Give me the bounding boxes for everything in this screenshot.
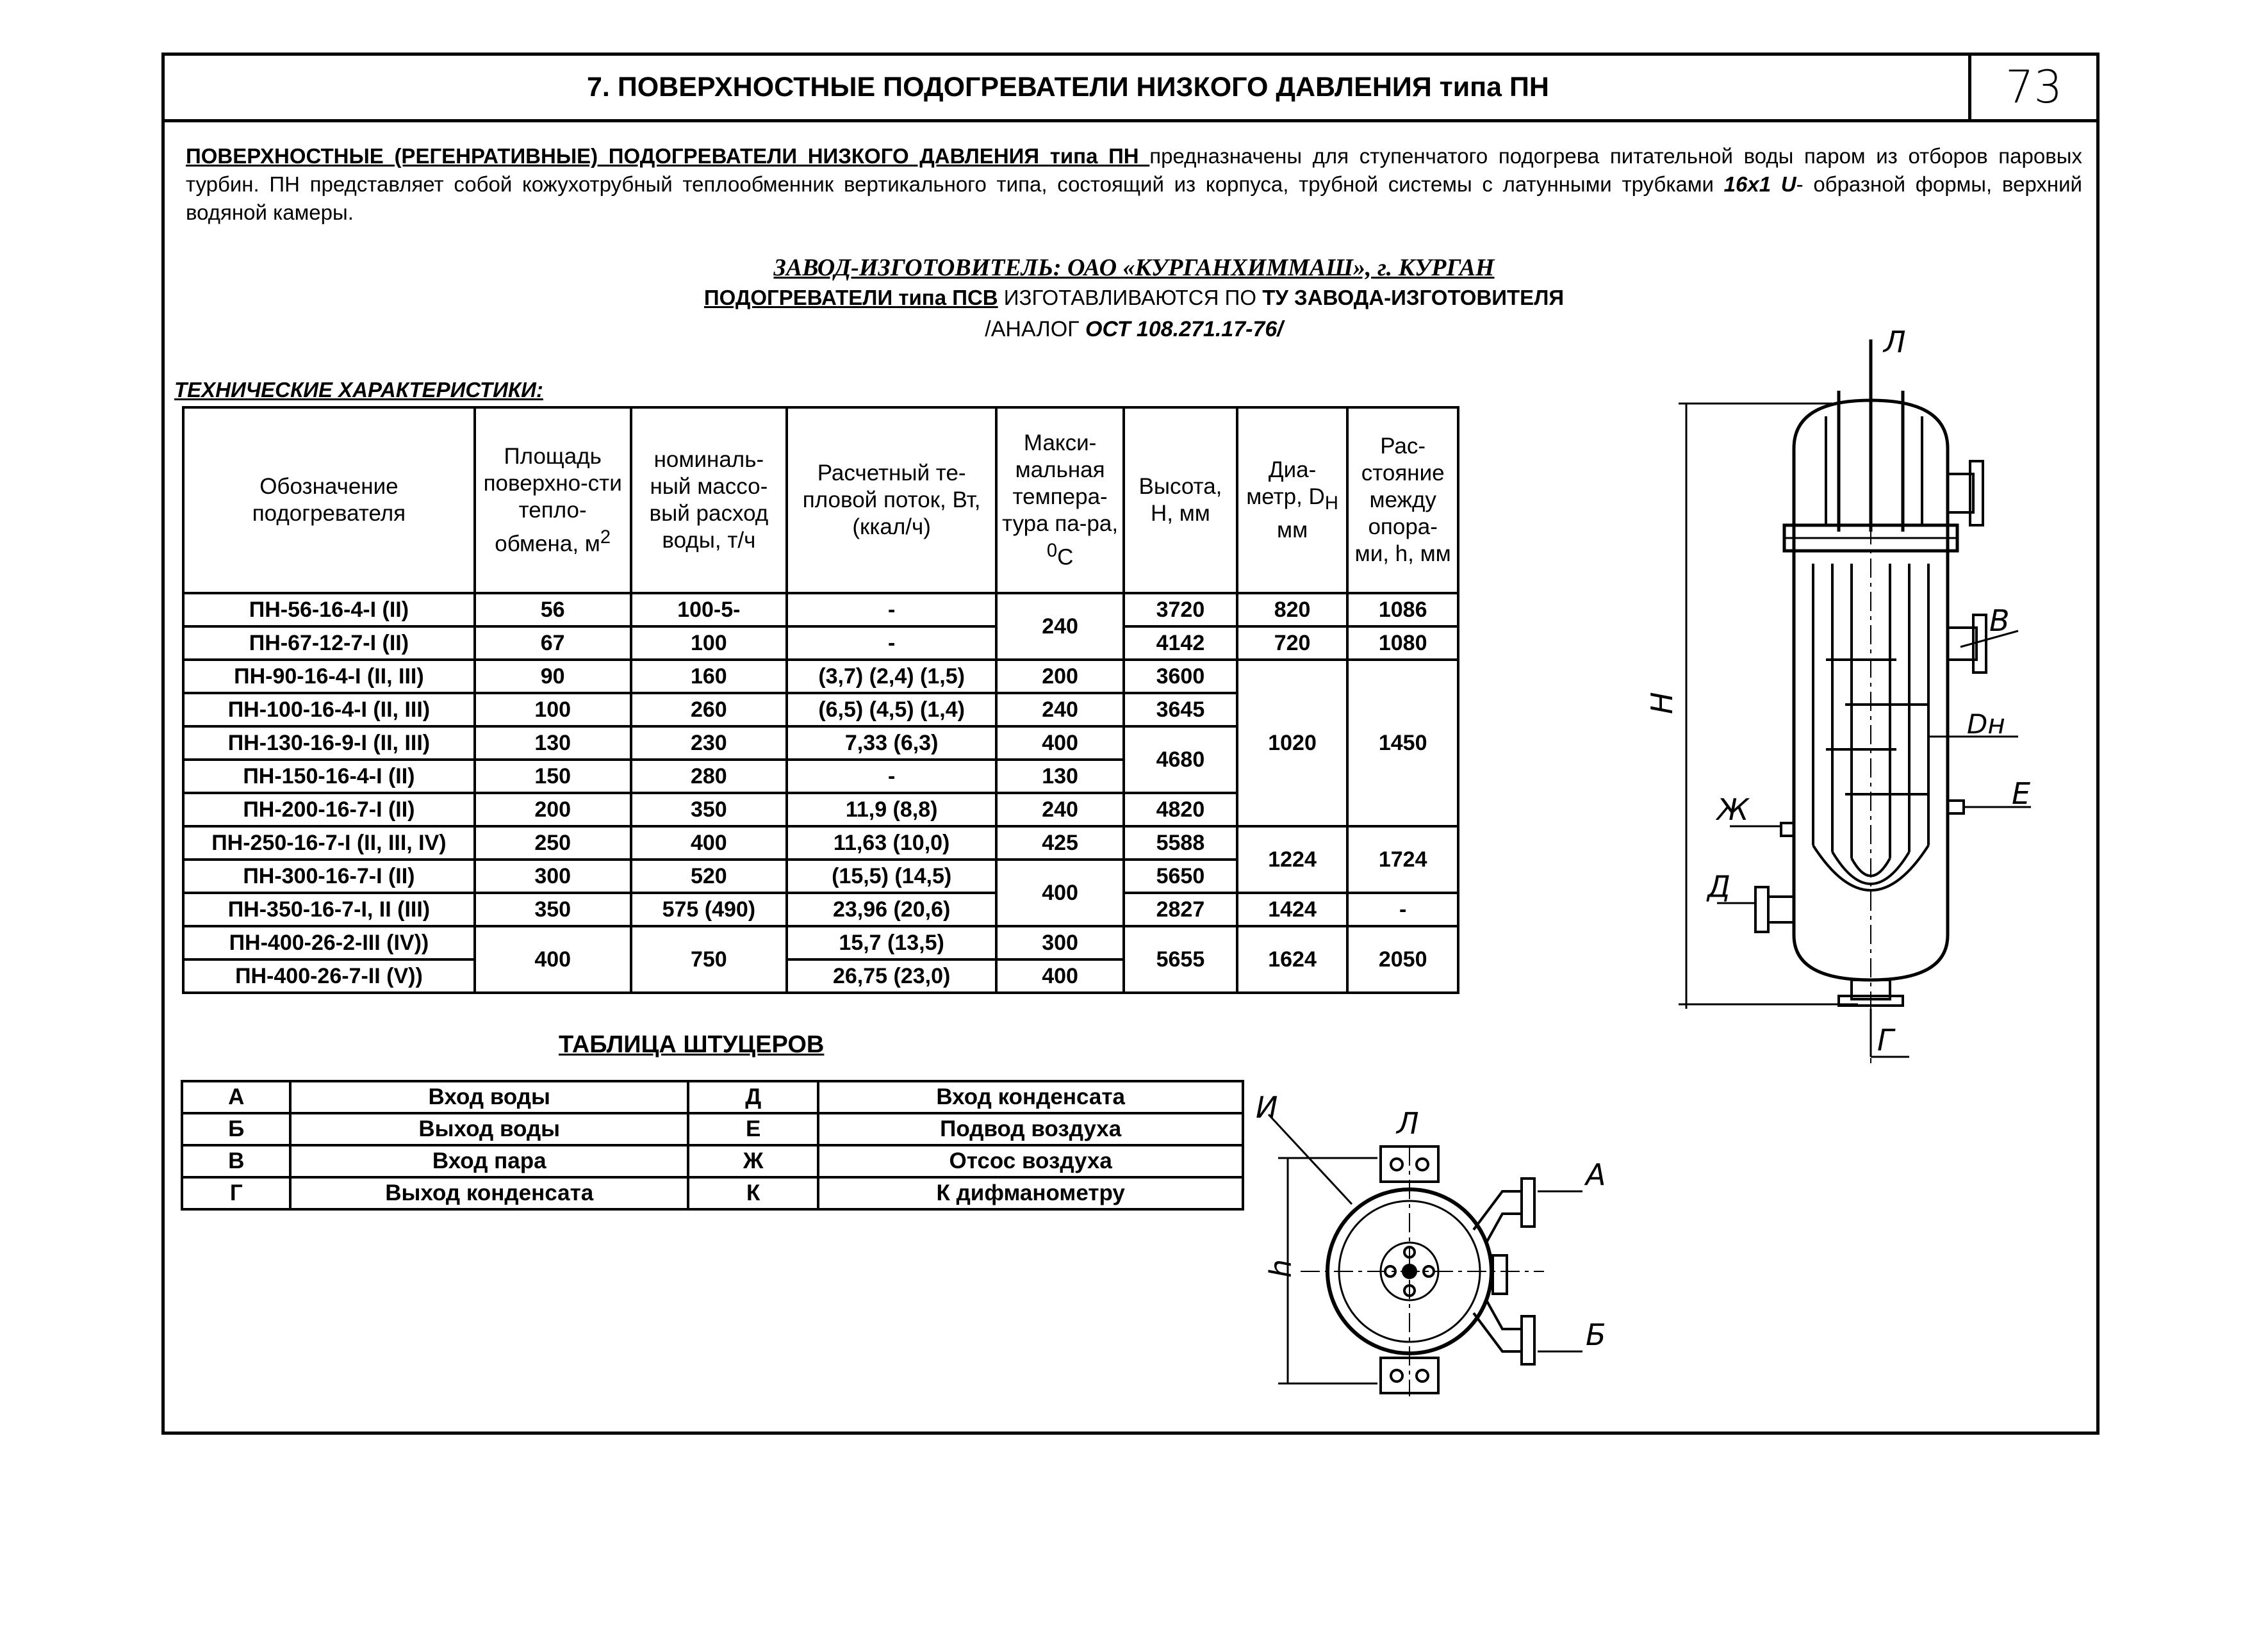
header-diameter: Диа-метр, $D_Н$ мм [1237, 407, 1348, 593]
analog-standard: ОСТ 108.271.17-76/ [1085, 317, 1283, 341]
header-flow: номиналь-ный массо-вый расход воды, т/ч [631, 407, 787, 593]
label-v: В [1989, 603, 2010, 638]
plan-view [1256, 1090, 1606, 1396]
cell: 300 [475, 860, 631, 893]
cell: 280 [631, 760, 787, 793]
cell: 67 [475, 626, 631, 660]
cell: 1080 [1347, 626, 1458, 660]
cell: 425 [996, 826, 1124, 860]
cell: 400 [631, 826, 787, 860]
psv-part-1: ПОДОГРЕВАТЕЛИ типа ПСВ [703, 286, 998, 309]
intro-text-1: предназначены для ступенчатого подогрева питательной воды паром из отборов паровых турбин. ПН представляет собой кожухотрубный теплообменник вертикального типа, состоящий из корпуса, трубной системы с латунными трубками [186, 144, 2082, 196]
cell: 200 [475, 793, 631, 826]
cell: (6,5) (4,5) (1,4) [787, 693, 996, 726]
cell: - [787, 593, 996, 626]
label-g: Г [1877, 1023, 1894, 1057]
cell: 130 [475, 726, 631, 760]
elevation-view [1645, 325, 2031, 1063]
cell: ПН-56-16-4-I (II) [183, 593, 475, 626]
psv-part-3: ТУ ЗАВОДА-ИЗГОТОВИТЕЛЯ [1262, 286, 1565, 309]
cell: 250 [475, 826, 631, 860]
header-height: Высота, Н, мм [1124, 407, 1237, 593]
cell: 3645 [1124, 693, 1237, 726]
cell: 2827 [1124, 893, 1237, 926]
cell: 240 [996, 693, 1124, 726]
cell: - [1347, 893, 1458, 926]
cell: Г [182, 1177, 290, 1209]
cell: ПН-130-16-9-I (II, III) [183, 726, 475, 760]
cell: Б [182, 1113, 290, 1145]
cell: 3600 [1124, 660, 1237, 693]
cell: 1086 [1347, 593, 1458, 626]
cell: 1624 [1237, 926, 1348, 993]
cell: 56 [475, 593, 631, 626]
cell: 750 [631, 926, 787, 993]
cell: ПН-250-16-7-I (II, III, IV) [183, 826, 475, 860]
label-h-height: Н [1645, 692, 1679, 714]
cell: К дифманометру [818, 1177, 1243, 1209]
header-heat: Расчетный те-пловой поток, Вт, (ккал/ч) [787, 407, 996, 593]
cell: 1224 [1237, 826, 1348, 893]
cell: ПН-67-12-7-I (II) [183, 626, 475, 660]
cell: Вход конденсата [818, 1081, 1243, 1113]
cell: Вход воды [290, 1081, 688, 1113]
cell: 400 [996, 959, 1124, 993]
cell: 820 [1237, 593, 1348, 626]
cell: 130 [996, 760, 1124, 793]
label-dn: Dн [1967, 708, 2005, 740]
cell: ПН-200-16-7-I (II) [183, 793, 475, 826]
cell: 400 [996, 860, 1124, 926]
cell: 400 [996, 726, 1124, 760]
cell: ПН-150-16-4-I (II) [183, 760, 475, 793]
cell: ПН-100-16-4-I (II, III) [183, 693, 475, 726]
cell: 23,96 (20,6) [787, 893, 996, 926]
header-temp: Макси-мальная темпера-тура па-ра, $^0$С [996, 407, 1124, 593]
cell: В [182, 1145, 290, 1177]
cell: 150 [475, 760, 631, 793]
cell: 240 [996, 793, 1124, 826]
cell: 230 [631, 726, 787, 760]
cell: 160 [631, 660, 787, 693]
cell: 2050 [1347, 926, 1458, 993]
cell: 1724 [1347, 826, 1458, 893]
cell: 11,63 (10,0) [787, 826, 996, 860]
cell: 7,33 (6,3) [787, 726, 996, 760]
cell: - [787, 626, 996, 660]
cell: 240 [996, 593, 1124, 660]
cell: 5655 [1124, 926, 1237, 993]
cell: ПН-350-16-7-I, II (III) [183, 893, 475, 926]
cell: ПН-400-26-7-II (V)) [183, 959, 475, 993]
intro-lead: ПОВЕРХНОСТНЫЕ (РЕГЕНРАТИВНЫЕ) ПОДОГРЕВАТЕЛИ НИЗКОГО ДАВЛЕНИЯ типа ПН [186, 144, 1150, 168]
fittings-title: ТАБЛИЦА ШТУЦЕРОВ [559, 1031, 825, 1058]
cell: 4142 [1124, 626, 1237, 660]
cell: 260 [631, 693, 787, 726]
cell: ПН-300-16-7-I (II) [183, 860, 475, 893]
intro-tube: 16x1 U [1723, 172, 1796, 196]
label-h-support: h [1263, 1259, 1298, 1278]
cell: 4680 [1124, 726, 1237, 793]
header-area: Площадь поверхно-сти тепло-обмена, $м^2$ [475, 407, 631, 593]
label-b: Б [1586, 1318, 1606, 1352]
intro-text-2: - образной формы, верхний водяной камеры. [186, 172, 2082, 224]
cell: Ж [688, 1145, 818, 1177]
label-e: Е [2012, 776, 2031, 811]
cell: ПН-90-16-4-I (II, III) [183, 660, 475, 693]
label-a: А [1586, 1157, 1606, 1192]
tech-heading: ТЕХНИЧЕСКИЕ ХАРАКТЕРИСТИКИ: [174, 378, 543, 402]
cell: 100-5- [631, 593, 787, 626]
header-designation: Обозначение подогревателя [183, 407, 475, 593]
cell: А [182, 1081, 290, 1113]
analog-prefix: /АНАЛОГ [985, 317, 1086, 341]
cell: 90 [475, 660, 631, 693]
cell: ПН-400-26-2-III (IV)) [183, 926, 475, 959]
label-l-plan: Л [1397, 1106, 1419, 1141]
cell: К [688, 1177, 818, 1209]
cell: 3720 [1124, 593, 1237, 626]
cell: 1020 [1237, 660, 1348, 826]
cell: 1424 [1237, 893, 1348, 926]
page-number: 73 [2005, 61, 2063, 113]
cell: 26,75 (23,0) [787, 959, 996, 993]
header-support: Рас-стояние между опора-ми, h, мм [1347, 407, 1458, 593]
cell: 300 [996, 926, 1124, 959]
cell: - [787, 760, 996, 793]
cell: Выход воды [290, 1113, 688, 1145]
cell: 350 [475, 893, 631, 926]
cell: 100 [475, 693, 631, 726]
label-l-top: Л [1884, 325, 1906, 359]
cell: 1450 [1347, 660, 1458, 826]
cell: (3,7) (2,4) (1,5) [787, 660, 996, 693]
cell: 11,9 (8,8) [787, 793, 996, 826]
cell: 4820 [1124, 793, 1237, 826]
page-title: 7. ПОВЕРХНОСТНЫЕ ПОДОГРЕВАТЕЛИ НИЗКОГО ДАВЛЕНИЯ типа ПН [587, 72, 1549, 102]
cell: (15,5) (14,5) [787, 860, 996, 893]
cell: 200 [996, 660, 1124, 693]
cell: 520 [631, 860, 787, 893]
cell: Е [688, 1113, 818, 1145]
label-d: Д [1707, 869, 1730, 904]
label-zh: Ж [1717, 792, 1749, 827]
label-i: И [1256, 1090, 1278, 1125]
cell: Подвод воздуха [818, 1113, 1243, 1145]
cell: 100 [631, 626, 787, 660]
manufacturer: ЗАВОД-ИЗГОТОВИТЕЛЬ: ОАО «КУРГАНХИММАШ», г. КУРГАН [773, 254, 1495, 281]
cell: 5588 [1124, 826, 1237, 860]
psv-part-2: ИЗГОТАВЛИВАЮТСЯ ПО [998, 286, 1263, 309]
cell: 350 [631, 793, 787, 826]
cell: Отсос воздуха [818, 1145, 1243, 1177]
cell: 400 [475, 926, 631, 993]
cell: 15,7 (13,5) [787, 926, 996, 959]
cell: Выход конденсата [290, 1177, 688, 1209]
cell: 575 (490) [631, 893, 787, 926]
cell: Вход пара [290, 1145, 688, 1177]
cell: 5650 [1124, 860, 1237, 893]
cell: Д [688, 1081, 818, 1113]
cell: 720 [1237, 626, 1348, 660]
